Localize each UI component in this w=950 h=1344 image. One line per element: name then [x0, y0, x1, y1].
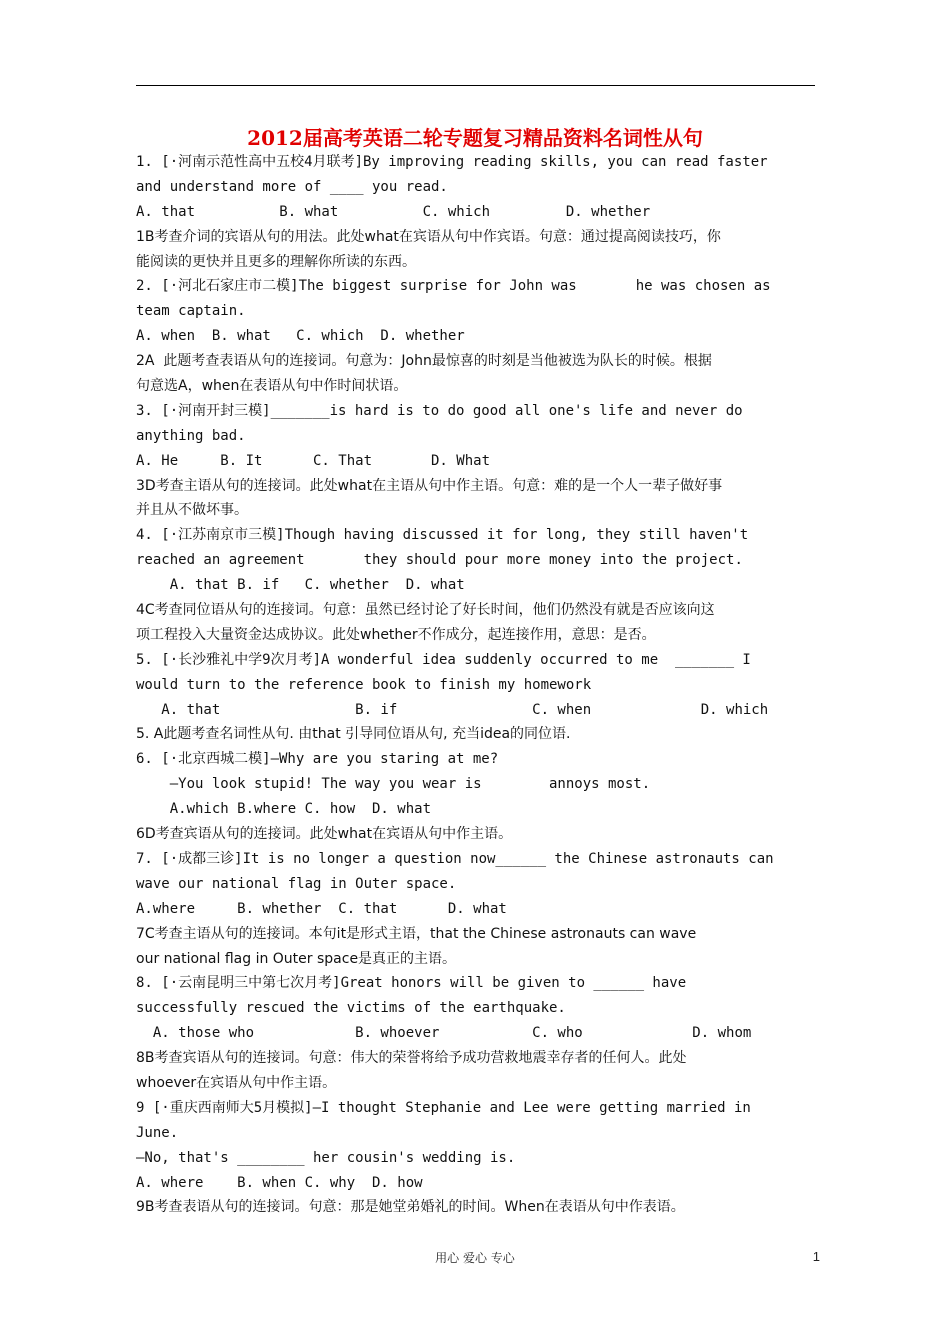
text-line: 3. [·河南开封三模]_______is hard is to do good all one's life and never do	[136, 402, 743, 419]
text-line: 能阅读的更快并且更多的理解你所读的东西。	[136, 253, 416, 270]
text-line: 5. [·长沙雅礼中学9次月考]A wonderful idea suddenly occurred to me _______ I	[136, 651, 751, 668]
text-line: A.which B.where C. how D. what	[136, 801, 432, 818]
text-line: A. that B. if C. when D. which	[136, 701, 769, 718]
text-line: 项工程投入大量资金达成协议。此处whether不作成分，起连接作用，意思：是否。	[136, 626, 656, 643]
text-line: would turn to the reference book to finish my homework	[136, 676, 592, 693]
text-line: A. those who B. whoever C. who D. whom	[136, 1025, 752, 1042]
text-line: A. He B. It C. That D. What	[136, 452, 491, 469]
text-line: A. when B. what C. which D. whether	[136, 328, 465, 345]
text-line: 2. [·河北石家庄市二模]The biggest surprise for John was he was chosen as	[136, 278, 771, 295]
text-line: A. that B. what C. which D. whether	[136, 203, 651, 220]
page-number: 1	[812, 1249, 820, 1264]
text-line: team captain.	[136, 303, 246, 320]
text-line: 4C考查同位语从句的连接词。句意：虽然已经讨论了好长时间，他们仍然没有就是否应该向这	[136, 602, 715, 619]
text-line: 9B考查表语从句的连接词。句意：那是她堂弟婚礼的时间。When在表语从句中作表语。	[136, 1199, 685, 1216]
text-line: 3D考查主语从句的连接词。此处what在主语从句中作主语。句意：难的是一个人一辈子做好事	[136, 477, 723, 494]
text-line: anything bad.	[136, 427, 246, 444]
text-line: 1. [·河南示范性高中五校4月联考]By improving reading skills, you can read faster	[136, 154, 768, 170]
text-line: A. where B. when C. why D. how	[136, 1174, 423, 1191]
text-line: —No, that's ________ her cousin's wedding is.	[136, 1149, 516, 1166]
text-line: 9 [·重庆西南师大5月模拟]—I thought Stephanie and Lee were getting married in	[136, 1099, 751, 1116]
text-line: A.where B. whether C. that D. what	[136, 900, 507, 917]
text-line: 4. [·江苏南京市三模]Though having discussed it for long, they still haven't	[136, 527, 749, 544]
footer-text: 用心 爱心 专心	[435, 1251, 515, 1265]
text-line: 7. [·成都三诊]It is no longer a question now______ the Chinese astronauts can	[136, 850, 774, 867]
document-body	[136, 150, 816, 1220]
text-line: 句意选A，when在表语从句中作时间状语。	[136, 378, 408, 395]
text-line: 6. [·北京西城二模]—Why are you staring at me?	[136, 751, 499, 768]
text-line: and understand more of ____ you read.	[136, 178, 448, 195]
text-line: June.	[136, 1124, 179, 1141]
text-line: 6D考查宾语从句的连接词。此处what在宾语从句中作主语。	[136, 826, 513, 843]
text-line: 2A 此题考查表语从句的连接词。句意为：John最惊喜的时刻是当他被选为队长的时候。根据	[136, 353, 712, 370]
text-line: 7C考查主语从句的连接词。本句it是形式主语，that the Chinese astronauts can wave	[136, 925, 697, 942]
text-line: successfully rescued the victims of the earthquake.	[136, 1000, 566, 1017]
text-line: A. that B. if C. whether D. what	[136, 577, 465, 594]
document-title: 2012届高考英语二轮专题复习精品资料名词性从句	[247, 126, 703, 150]
header-rule	[136, 85, 815, 86]
text-line: 8B考查宾语从句的连接词。句意：伟大的荣誉将给予成功营救地震幸存者的任何人。此处	[136, 1050, 687, 1067]
text-line: 8. [·云南昆明三中第七次月考]Great honors will be given to ______ have	[136, 975, 687, 992]
text-line: wave our national flag in Outer space.	[136, 875, 457, 892]
text-line: 1B考查介词的宾语从句的用法。此处what在宾语从句中作宾语。句意：通过提高阅读技巧，你	[136, 228, 721, 245]
text-line: whoever在宾语从句中作主语。	[136, 1074, 337, 1091]
text-line: reached an agreement they should pour more money into the project.	[136, 552, 743, 569]
text-line: 并且从不做坏事。	[136, 502, 248, 519]
text-line: —You look stupid! The way you wear is annoys most.	[136, 776, 651, 793]
text-line: 5. A此题考查名词性从句. 由that 引导同位语从句, 充当idea的同位语.	[136, 726, 571, 743]
text-line: our national flag in Outer space是真正的主语。	[136, 950, 457, 967]
